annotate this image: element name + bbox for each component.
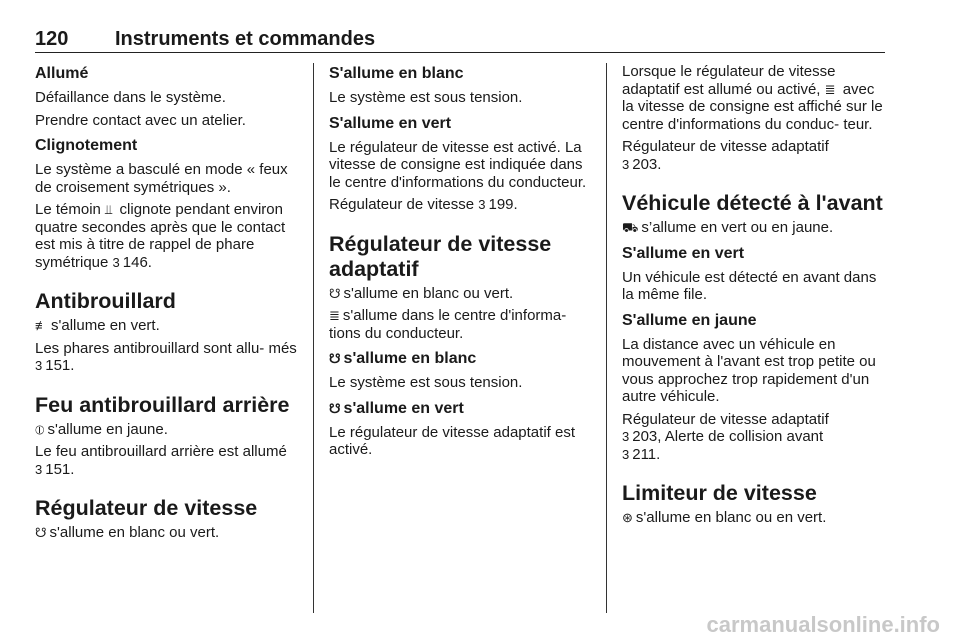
paragraph: Le feu antibrouillard arrière est allumé 3 151. xyxy=(35,443,287,478)
paragraph: Régulateur de vitesse 3 199. xyxy=(329,196,518,213)
heading-limiteur: Limiteur de vitesse xyxy=(622,481,817,505)
cruise-control-icon: ☋ xyxy=(35,525,47,540)
reference-arrow-icon: 3 xyxy=(622,156,630,172)
page-reference-link[interactable]: 203, Alerte de collision avant xyxy=(632,428,824,445)
column-divider xyxy=(606,63,607,613)
paragraph: Le système a basculé en mode « feux de croisement symétriques ». xyxy=(35,161,288,196)
paragraph: Régulateur de vitesse adaptatif 3 203. xyxy=(622,138,829,173)
watermark: carmanualsonline.info xyxy=(706,612,940,637)
paragraph: ☋ s'allume en blanc ou vert. xyxy=(329,284,514,302)
page-reference-link[interactable]: 151. xyxy=(45,357,75,374)
page-reference-link[interactable]: 146. xyxy=(122,253,152,271)
car-icon: ⛟ xyxy=(622,220,639,235)
speed-limiter-icon: ⊛ xyxy=(622,510,633,525)
paragraph: Le régulateur de vitesse adaptatif est activé. xyxy=(329,423,575,458)
paragraph: Les phares antibrouillard sont allu- més 3 151. xyxy=(35,339,297,374)
column-3 xyxy=(622,63,890,532)
fog-light-icon: ≢ xyxy=(35,318,48,333)
paragraph: Régulateur de vitesse adaptatif 3 203, Alerte de collision avant 3 211. xyxy=(622,410,829,463)
heading-allume-blanc: S'allume en blanc xyxy=(329,65,464,82)
paragraph: ≢ s'allume en vert. xyxy=(35,317,160,334)
headlight-icon: ⫫ xyxy=(105,202,113,217)
page-number: 120 xyxy=(35,28,69,50)
page-header xyxy=(35,28,885,53)
paragraph: ≣ s'allume dans le centre d'informa- tions du conducteur. xyxy=(329,307,567,342)
heading-allume-vert: S'allume en vert xyxy=(329,114,452,132)
heading-allume-vert-adaptatif: ☋ s'allume en vert xyxy=(329,398,594,420)
paragraph: La distance avec un véhicule en mouvement à l'avant est trop petite ou vous approchez trop rapidement d'un autre véhicule. xyxy=(622,335,876,405)
column-divider xyxy=(313,63,314,613)
adaptive-cruise-icon: ≣ xyxy=(329,308,340,323)
reference-arrow-icon: 3 xyxy=(112,254,120,270)
paragraph: Le système est sous tension. xyxy=(329,89,523,106)
page-reference-link[interactable]: 151. xyxy=(45,460,75,478)
cruise-control-icon: ☋ xyxy=(329,351,341,366)
heading-feu-antibrouillard-arriere: Feu antibrouillard arrière xyxy=(35,392,290,417)
heading-allume-vert: S'allume en vert xyxy=(622,244,745,262)
heading-clignotement: Clignotement xyxy=(35,137,138,154)
reference-arrow-icon: 3 xyxy=(478,197,486,212)
column-2 xyxy=(329,63,594,464)
paragraph: ☋ s'allume en blanc ou vert. xyxy=(35,524,220,541)
reference-arrow-icon: 3 xyxy=(622,446,630,462)
paragraph: ⛟ s’allume en vert ou en jaune. xyxy=(622,219,834,236)
page-reference-link[interactable]: 211. xyxy=(632,445,661,463)
page-reference-link[interactable]: 203. xyxy=(632,155,662,173)
cruise-control-icon: ☋ xyxy=(329,400,341,416)
adaptive-cruise-icon: ≣ xyxy=(824,81,836,97)
paragraph: Lorsque le régulateur de vitesse adaptatif est allumé ou activé, ≣ avec la vitesse de consigne est affiché sur le centre d'informations du conduc- teur. xyxy=(622,63,883,133)
column-1 xyxy=(35,63,300,547)
heading-antibrouillard: Antibrouillard xyxy=(35,289,176,313)
heading-regulateur-adaptatif: Régulateur de vitesse adaptatif xyxy=(329,231,552,281)
cruise-control-icon: ☋ xyxy=(329,285,341,301)
rear-fog-light-icon: ⦶ xyxy=(35,421,45,437)
page-title: Instruments et commandes xyxy=(115,28,376,50)
page-reference-link[interactable]: 199. xyxy=(488,196,518,213)
paragraph: Défaillance dans le système. xyxy=(35,89,226,106)
paragraph: ⦶ s'allume en jaune. xyxy=(35,420,168,438)
paragraph: Le régulateur de vitesse est activé. La vitesse de consigne est indiquée dans le centre d'informations du conducteur. xyxy=(329,138,587,191)
heading-allume-jaune: S'allume en jaune xyxy=(622,311,757,329)
reference-arrow-icon: 3 xyxy=(35,461,43,477)
paragraph: Le système est sous tension. xyxy=(329,374,523,391)
paragraph: ⊛ s'allume en blanc ou en vert. xyxy=(622,509,827,526)
paragraph: Le témoin ⫫ clignote pendant environ quatre secondes après que le contact est mis à titre de rappel de phare symétrique 3 146. xyxy=(35,201,286,271)
paragraph: Un véhicule est détecté en avant dans la même file. xyxy=(622,268,877,303)
heading-regulateur: Régulateur de vitesse xyxy=(35,496,258,520)
reference-arrow-icon: 3 xyxy=(622,429,630,444)
reference-arrow-icon: 3 xyxy=(35,358,43,373)
heading-vehicule-detecte: Véhicule détecté à l'avant xyxy=(622,191,883,215)
heading-allume-blanc-adaptatif: ☋ s'allume en blanc xyxy=(329,348,594,370)
heading-allume: Allumé xyxy=(35,65,89,82)
paragraph: Prendre contact avec un atelier. xyxy=(35,111,246,129)
